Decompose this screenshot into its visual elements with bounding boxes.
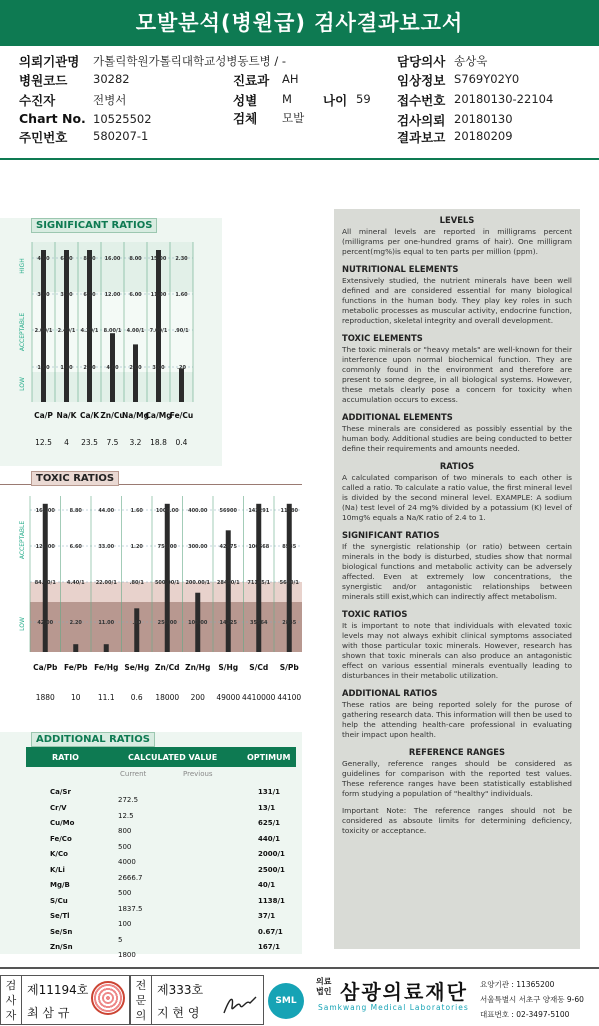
value-label: 0.6 xyxy=(130,693,143,702)
tick-label: 16.00 xyxy=(104,256,121,262)
code-line: 요양기관 : 11365200 xyxy=(480,980,555,989)
tick-label: .90/1 xyxy=(174,328,189,334)
category-label: Ca/Pb xyxy=(33,663,58,672)
value-label: 11.1 xyxy=(97,693,115,702)
footer xyxy=(0,967,599,1026)
report-title: 모발분석(병원급) 검사결과보고서 xyxy=(0,0,599,46)
category-label: S/Cd xyxy=(249,663,269,672)
tick-label: .80/1 xyxy=(129,580,144,586)
tick-label: 12.00 xyxy=(104,292,121,298)
optimum-value: 13/1 xyxy=(258,803,276,812)
ratio-label: Ca/Sr xyxy=(50,788,71,796)
info-section-body: These ratios are being reported solely for the purose of gathering research data. This information will then be used to help the attending health-care professional in evaluating their impact upon health. xyxy=(342,700,572,739)
value-label: 12.5 xyxy=(35,438,52,447)
tick-label: 6.40 xyxy=(60,256,73,262)
category-label: Ca/K xyxy=(79,411,100,420)
value-label: 200 xyxy=(190,693,205,702)
bar-ca-k xyxy=(87,250,92,402)
bar-ca-pb xyxy=(43,504,48,652)
toxic-ratios-chart xyxy=(0,484,302,708)
bar-na-k xyxy=(64,250,69,402)
info-section-body: A calculated comparison of two minerals to each other is called a ratio. To calculate a ratio value, the first mineral level is divided by the second mineral level. EXAMPLE: A sodium (Na) test level of 24 mg% divided by a potassium (K) level of 10mg% equals a Na/K ratio of 2.4 to 1. xyxy=(342,473,572,522)
category-label: Zn/Cd xyxy=(155,663,180,672)
phone-line: 대표번호 : 02-3497-5100 xyxy=(480,1010,570,1019)
tick-label: 500.00/1 xyxy=(154,580,180,586)
tick-label: 6.60 xyxy=(69,544,82,550)
hospital-code-value: 30282 xyxy=(93,72,130,86)
tick-label: 84.00/1 xyxy=(34,580,56,586)
ratio-label: Zn/Sn xyxy=(50,943,73,951)
chart-label: Chart No. xyxy=(19,111,86,126)
id-label: 주민번호 xyxy=(19,130,68,145)
specialist-license: 제333호 xyxy=(157,983,204,997)
info-section-body: Extensively studied, the nutrient minerals have been well defined and are considered essential for many biological functions in the human body. They play key roles in such metabolic processes as muscular activity, endocrine function, reproduction, skeletal integrity and overall development. xyxy=(342,276,572,325)
bar-fe-cu xyxy=(179,368,184,402)
significant-ratios-chart xyxy=(0,232,222,464)
tick-label: 2.00/1 xyxy=(34,328,53,334)
category-label: Fe/Hg xyxy=(94,663,119,672)
bar-na-mg xyxy=(133,344,138,402)
optimum-value: 0.67/1 xyxy=(258,927,283,936)
info-section xyxy=(342,688,572,740)
current-value: 1837.5 xyxy=(118,904,143,913)
col-current: Current xyxy=(120,770,147,778)
sex-label: 성별 xyxy=(233,93,258,108)
org-logo-icon: SML xyxy=(268,983,304,1019)
tick-label: 6.00 xyxy=(129,292,142,298)
tick-label: 22.00/1 xyxy=(95,580,117,586)
bar-fe-hg xyxy=(104,644,109,652)
specialist-label: 전문의 xyxy=(130,975,152,1025)
info-section-title: ADDITIONAL RATIOS xyxy=(342,688,438,698)
bar-s-cd xyxy=(256,504,261,652)
additional-ratios-title: ADDITIONAL RATIOS xyxy=(31,732,155,747)
category-label: Ca/Mg xyxy=(145,411,172,420)
tick-label: 42.00 xyxy=(37,620,54,626)
info-section xyxy=(342,747,572,799)
col-ratio: RATIO xyxy=(52,753,79,762)
ratio-label: Se/Sn xyxy=(50,927,73,936)
tick-label: 33.00 xyxy=(98,544,115,550)
value-label: 23.5 xyxy=(81,438,98,447)
tick-label: 300.00 xyxy=(188,544,208,550)
ratio-label: K/Co xyxy=(50,850,68,858)
zone-label: LOW xyxy=(19,617,26,631)
ratio-label: Cu/Mo xyxy=(50,819,75,827)
info-section-body: All mineral levels are reported in milligrams percent (milligrams per one-hundred grams of hair). One milligram percent(mg%)is equal to ten parts per million (ppm). xyxy=(342,227,572,256)
optimum-value: 40/1 xyxy=(258,881,276,889)
value-label: 44100 xyxy=(277,693,302,702)
col-calc: CALCULATED VALUE xyxy=(128,753,218,762)
report-date-label: 결과보고 xyxy=(397,130,446,145)
info-section-title: TOXIC RATIOS xyxy=(342,609,408,619)
request-label: 검사의뢰 xyxy=(397,113,446,128)
tick-label: 15.00 xyxy=(150,256,167,262)
sex-value: M xyxy=(282,92,292,106)
tick-label: 8.80 xyxy=(69,508,82,514)
tick-label: 250.00 xyxy=(157,620,177,626)
tick-label: 4.40/1 xyxy=(66,580,85,586)
tick-label: 4.20/1 xyxy=(80,328,99,334)
info-section xyxy=(342,530,572,602)
value-label: 4410000 xyxy=(242,693,276,702)
tick-label: 11380 xyxy=(280,508,298,514)
tick-label: 2845 xyxy=(282,620,297,626)
toxic-ratios-title: TOXIC RATIOS xyxy=(31,471,119,486)
optimum-value: 131/1 xyxy=(258,788,281,796)
tick-label: 1.00 xyxy=(37,365,50,371)
tick-label: 3.40 xyxy=(60,292,73,298)
value-label: 18.8 xyxy=(150,438,167,447)
tick-label: .40 xyxy=(132,620,142,626)
info-section-title: NUTRITIONAL ELEMENTS xyxy=(342,264,459,274)
tick-label: 142291 xyxy=(248,508,270,514)
tick-label: 3.00 xyxy=(152,365,165,371)
current-value: 5 xyxy=(118,935,123,944)
tick-label: 42675 xyxy=(219,544,237,550)
category-label: Ca/P xyxy=(34,411,53,420)
category-label: Fe/Pb xyxy=(63,663,88,672)
optimum-value: 1138/1 xyxy=(258,896,285,905)
tick-label: 400.00 xyxy=(188,508,208,514)
tick-label: 4.00 xyxy=(106,365,119,371)
report-date-value: 20180209 xyxy=(454,129,513,143)
zone-label: HIGH xyxy=(19,258,26,274)
doctor-value: 송상욱 xyxy=(454,54,488,68)
tick-label: 2.40/1 xyxy=(57,328,76,334)
info-section-body: Generally, reference ranges should be considered as guidelines for comparison with the reported test values. These reference ranges have been statistically established form studying a population of "healthy" individuals. xyxy=(342,759,572,798)
signature-icon xyxy=(220,993,260,1017)
optimum-value: 167/1 xyxy=(258,943,281,951)
bar-zn-cd xyxy=(165,504,170,652)
tick-label: 11.00 xyxy=(98,620,115,626)
info-section-title: TOXIC ELEMENTS xyxy=(342,333,423,343)
tick-label: 2.00 xyxy=(129,365,142,371)
value-label: 49000 xyxy=(216,693,241,702)
category-label: Na/K xyxy=(56,411,77,420)
request-value: 20180130 xyxy=(454,112,513,126)
specimen-label: 검체 xyxy=(233,111,258,126)
specimen-value: 모발 xyxy=(282,111,305,125)
significant-ratios-title: SIGNIFICANT RATIOS xyxy=(31,218,157,233)
age-label: 나이 xyxy=(323,93,348,108)
hospital-code-label: 병원코드 xyxy=(19,73,68,88)
specialist-name: 지 현 영 xyxy=(157,1006,200,1020)
info-section xyxy=(342,806,572,836)
current-value: 4000 xyxy=(118,858,136,866)
info-panel xyxy=(334,209,580,949)
tick-label: .20 xyxy=(177,365,186,371)
tick-label: 1.60 xyxy=(130,508,143,514)
examiner-name: 최 삼 규 xyxy=(27,1006,70,1020)
tick-label: 1.20 xyxy=(130,544,143,550)
category-label: S/Hg xyxy=(218,663,239,672)
info-section-body: If the synergistic relationship (or ratio) between certain minerals in the body is disturbed, studies show that normal biological functions and metabolic activity can be adversely affected. Even at extremely low concentrations, the synergistic and/or antagonistic relationships between minerals still exist,which can indirectly affect metabolism. xyxy=(342,542,572,601)
category-label: S/Pb xyxy=(279,663,299,672)
info-section xyxy=(342,264,572,326)
dept-value: AH xyxy=(282,72,299,86)
institution-label: 의뢰기관명 xyxy=(19,54,80,69)
ratio-label: Fe/Co xyxy=(50,834,72,843)
current-value: 2666.7 xyxy=(118,873,143,882)
tick-label: 106668 xyxy=(248,544,270,550)
address-line: 서울특별시 서초구 양재동 9-60 xyxy=(480,995,584,1004)
tick-label: 200.00/1 xyxy=(185,580,211,586)
tick-label: 56900 xyxy=(219,508,237,514)
tick-label: 1.40 xyxy=(60,365,73,371)
value-label: 18000 xyxy=(155,693,180,702)
info-section-body: It is important to note that individuals with elevated toxic levels may not always exhibit clinical symptoms associated with those particular toxic minerals. However, research has shown that toxic minerals can also produce an antagonistic effect on various essential minerals eventually leading to disturbances in their metabolic utilization. xyxy=(342,621,572,680)
current-value: 500 xyxy=(118,889,132,897)
info-section-body: The toxic minerals or "heavy metals" are well-known for their interference upon normal biochemical function. They are commonly found in the environment and therefore are present to some degree, in all biological systems. However, these metals clearly pose a concern for toxicity when accumulation occurs to excess. xyxy=(342,345,572,404)
tick-label: 5690/1 xyxy=(279,580,299,586)
optimum-value: 2500/1 xyxy=(258,865,285,874)
tick-label: 71145/1 xyxy=(247,580,271,586)
tick-label: 7.00/1 xyxy=(149,328,168,334)
category-label: Zn/Hg xyxy=(185,663,211,672)
age-value: 59 xyxy=(356,92,371,106)
info-section-body: Important Note: The reference ranges should not be considered as absoute limits for determining deficiency, toxicity or acceptance. xyxy=(342,806,572,835)
examiner-label: 검사자 xyxy=(0,975,22,1025)
ratio-label: S/Cu xyxy=(50,896,68,905)
category-label: Zn/Cu xyxy=(100,411,125,420)
value-label: 4 xyxy=(64,438,69,447)
col-opt: OPTIMUM xyxy=(247,753,291,762)
category-label: Fe/Cu xyxy=(169,411,194,420)
tick-label: 3.00 xyxy=(37,292,50,298)
info-list xyxy=(342,215,572,836)
org-en: Samkwang Medical Laboratories xyxy=(318,1003,469,1012)
category-label: Se/Hg xyxy=(124,663,150,672)
id-value: 580207-1 xyxy=(93,129,149,143)
optimum-value: 625/1 xyxy=(258,819,281,827)
info-section-title: ADDITIONAL ELEMENTS xyxy=(342,412,453,422)
org-name: 삼광의료재단 xyxy=(340,980,468,1004)
value-label: 0.4 xyxy=(175,438,188,447)
zone-band xyxy=(32,242,193,292)
tick-label: 4.00/1 xyxy=(126,328,145,334)
tick-label: 44.00 xyxy=(98,508,115,514)
tick-label: 168.00 xyxy=(35,508,55,514)
bar-ca-mg xyxy=(156,250,161,402)
current-value: 272.5 xyxy=(118,796,139,804)
current-value: 12.5 xyxy=(118,811,134,820)
patient-value: 전병서 xyxy=(93,93,127,107)
col-previous: Previous xyxy=(183,770,213,778)
tick-label: 8.00 xyxy=(129,256,142,262)
examiner-seal-icon xyxy=(91,981,125,1015)
info-section-body: These minerals are considered as possibly essential by the human body. Additional studies are being conducted to better define their requirements and amounts needed. xyxy=(342,424,572,453)
category-label: Na/Mg xyxy=(122,411,149,420)
receipt-label: 접수번호 xyxy=(397,93,446,108)
tick-label: 2.30 xyxy=(175,256,188,262)
info-section-title: REFERENCE RANGES xyxy=(408,747,506,757)
tick-label: 8535 xyxy=(282,544,297,550)
patient-header xyxy=(0,46,599,160)
tick-label: 1000.00 xyxy=(155,508,179,514)
tick-label: 126.00 xyxy=(35,544,55,550)
ratio-label: Mg/B xyxy=(50,881,70,889)
tick-label: 2.20 xyxy=(83,365,96,371)
chart-value: 10525502 xyxy=(93,112,152,126)
value-label: 7.5 xyxy=(106,438,119,447)
info-section xyxy=(342,461,572,523)
clinical-label: 임상정보 xyxy=(397,73,446,88)
patient-label: 수진자 xyxy=(19,93,56,108)
info-section-title: SIGNIFICANT RATIOS xyxy=(342,530,440,540)
current-value: 500 xyxy=(118,842,132,851)
tick-label: 2.20 xyxy=(69,620,82,626)
info-section-title: RATIOS xyxy=(439,461,475,471)
current-value: 800 xyxy=(118,827,132,835)
dept-label: 진료과 xyxy=(233,73,270,88)
info-section-title: LEVELS xyxy=(439,215,475,225)
current-value: 1800 xyxy=(118,951,136,959)
clinical-value: S769Y02Y0 xyxy=(454,72,520,86)
org-prefix: 의료법인 xyxy=(316,977,332,996)
tick-label: 8.20 xyxy=(83,256,96,262)
value-label: 3.2 xyxy=(129,438,142,447)
tick-label: 28450/1 xyxy=(216,580,240,586)
tick-label: 750.00 xyxy=(157,544,177,550)
bar-s-pb xyxy=(287,504,292,652)
ratio-label: Se/Tl xyxy=(50,912,70,920)
tick-label: 4.00 xyxy=(37,256,50,262)
info-section xyxy=(342,412,572,454)
tick-label: 35564 xyxy=(250,620,268,626)
bar-fe-pb xyxy=(73,644,78,652)
zone-label: ACCEPTABLE xyxy=(19,312,26,352)
bar-se-hg xyxy=(132,608,142,652)
value-label: 1880 xyxy=(35,693,55,702)
doctor-label: 담당의사 xyxy=(397,54,446,69)
current-value: 100 xyxy=(118,920,132,928)
tick-label: 8.00/1 xyxy=(103,328,122,334)
examiner-license: 제11194호 xyxy=(27,983,89,997)
tick-label: 14225 xyxy=(219,620,237,626)
optimum-value: 37/1 xyxy=(258,912,276,920)
ratio-label: Cr/V xyxy=(50,803,67,812)
value-label: 10 xyxy=(70,693,81,702)
optimum-value: 440/1 xyxy=(258,834,281,843)
tick-label: 100.00 xyxy=(188,620,208,626)
zone-label: ACCEPTABLE xyxy=(19,520,26,560)
bar-ca-p xyxy=(41,250,46,402)
info-section xyxy=(342,215,572,257)
tick-label: 1.60 xyxy=(175,292,188,298)
tick-label: 11.00 xyxy=(150,292,167,298)
ratio-label: K/Li xyxy=(50,865,65,874)
receipt-value: 20180130-22104 xyxy=(454,92,554,106)
info-section xyxy=(342,609,572,681)
optimum-value: 2000/1 xyxy=(258,850,285,858)
institution-value: 가톨릭학원가톨릭대학교성병동트병 / - xyxy=(93,54,287,68)
tick-label: 6.20 xyxy=(83,292,96,298)
zone-label: LOW xyxy=(19,377,26,391)
info-section xyxy=(342,333,572,405)
